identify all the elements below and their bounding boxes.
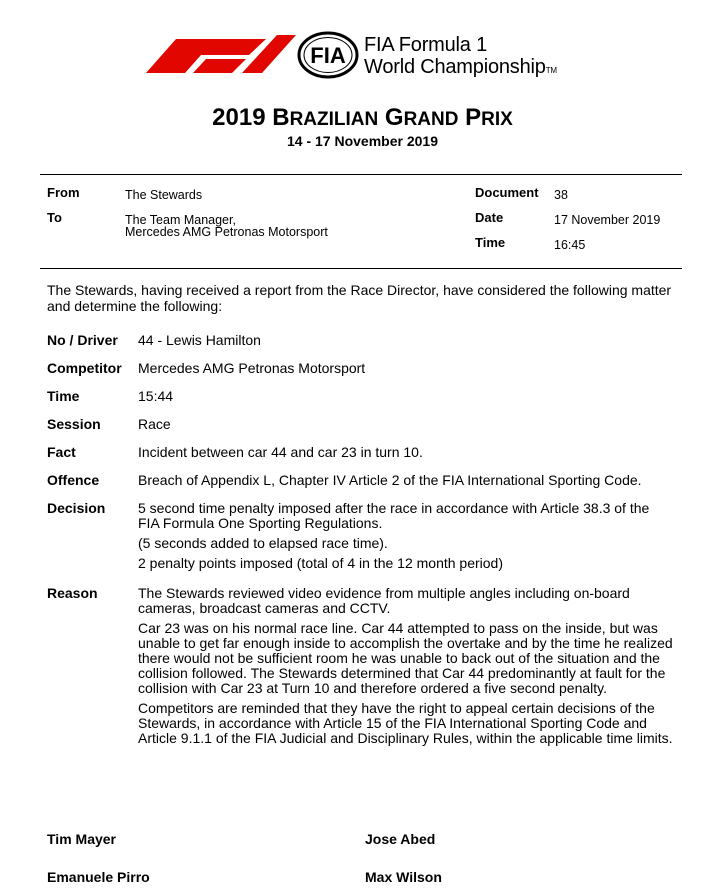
date-label: Date (475, 210, 504, 225)
to-value-line-2: Mercedes AMG Petronas Motorsport (125, 225, 328, 239)
f1-logo (146, 33, 296, 78)
fia-logo-text: FIA (310, 43, 346, 68)
driver-label: No / Driver (47, 332, 118, 348)
fia-logo (297, 31, 359, 84)
fact-label: Fact (47, 444, 76, 460)
competitor-value: Mercedes AMG Petronas Motorsport (138, 360, 366, 376)
signature-emanuele-pirro: Emanuele Pirro (47, 869, 150, 885)
time-value: 16:45 (554, 238, 586, 252)
to-value-line-1: The Team Manager, (125, 213, 236, 227)
signature-max-wilson: Max Wilson (365, 869, 442, 885)
top-divider (40, 174, 682, 175)
intro-text: The Stewards, having received a report from the Race Director, have considered the following matter and determine the following: (47, 282, 672, 314)
time-row-label: Time (47, 388, 80, 404)
fact-value: Incident between car 44 and car 23 in turn 10. (138, 444, 423, 460)
driver-value: 44 - Lewis Hamilton (138, 332, 261, 348)
event-dates: 14 - 17 November 2019 (287, 133, 438, 149)
from-value: The Stewards (125, 188, 203, 202)
competitor-label: Competitor (47, 360, 122, 376)
decision-paragraph-2: (5 seconds added to elapsed race time). (138, 535, 388, 551)
document-label: Document (475, 185, 539, 200)
brand-line-2: World ChampionshipTM (364, 56, 557, 78)
brand-line-1: FIA Formula 1 (364, 34, 487, 56)
reason-label: Reason (47, 585, 98, 601)
trademark: TM (545, 66, 557, 75)
session-label: Session (47, 416, 101, 432)
decision-label: Decision (47, 500, 106, 516)
reason-paragraph-2: Car 23 was on his normal race line. Car 44 attempted to pass on the inside, but was unable to get far enough inside to accomplish the overtake and by the time he realized there would not be sufficient room he was unable to back out of the situation and the collision followed. The Stewards determined that Car 44 predominantly at fault for the collision with Car 23 at Turn 10 and therefore ordered a five second penalty. (138, 620, 673, 696)
reason-paragraph-3: Competitors are reminded that they have the right to appeal certain decisions of the Stewards, in accordance with Article 15 of the FIA International Sporting Code and Article 9.1.1 of the FIA Judicial and Disciplinary Rules, within the applicable time limits. (138, 700, 673, 746)
brand-text (364, 34, 557, 82)
signature-tim-mayer: Tim Mayer (47, 831, 116, 847)
document-title: 2019 BRAZILIAN GRAND PRIX (212, 104, 513, 131)
to-label: To (47, 210, 62, 225)
decision-value (138, 501, 663, 576)
offence-label: Offence (47, 472, 100, 488)
bottom-divider (40, 268, 682, 269)
time-row-value: 15:44 (138, 388, 174, 404)
document-value: 38 (554, 188, 568, 202)
offence-value: Breach of Appendix L, Chapter IV Article 2 of the FIA International Sporting Code. (138, 472, 642, 488)
decision-paragraph-1: 5 second time penalty imposed after the race in accordance with Article 38.3 of the FIA Formula One Sporting Regulations. (138, 500, 650, 531)
reason-paragraph-1: The Stewards reviewed video evidence from multiple angles including on-board cameras, broadcast cameras and CCTV. (138, 585, 630, 616)
session-value: Race (138, 416, 171, 432)
decision-paragraph-3: 2 penalty points imposed (total of 4 in the 12 month period) (138, 555, 503, 571)
time-label: Time (475, 235, 506, 250)
signature-jose-abed: Jose Abed (365, 831, 436, 847)
from-label: From (47, 185, 80, 200)
date-value: 17 November 2019 (554, 213, 661, 227)
reason-value (138, 586, 673, 751)
